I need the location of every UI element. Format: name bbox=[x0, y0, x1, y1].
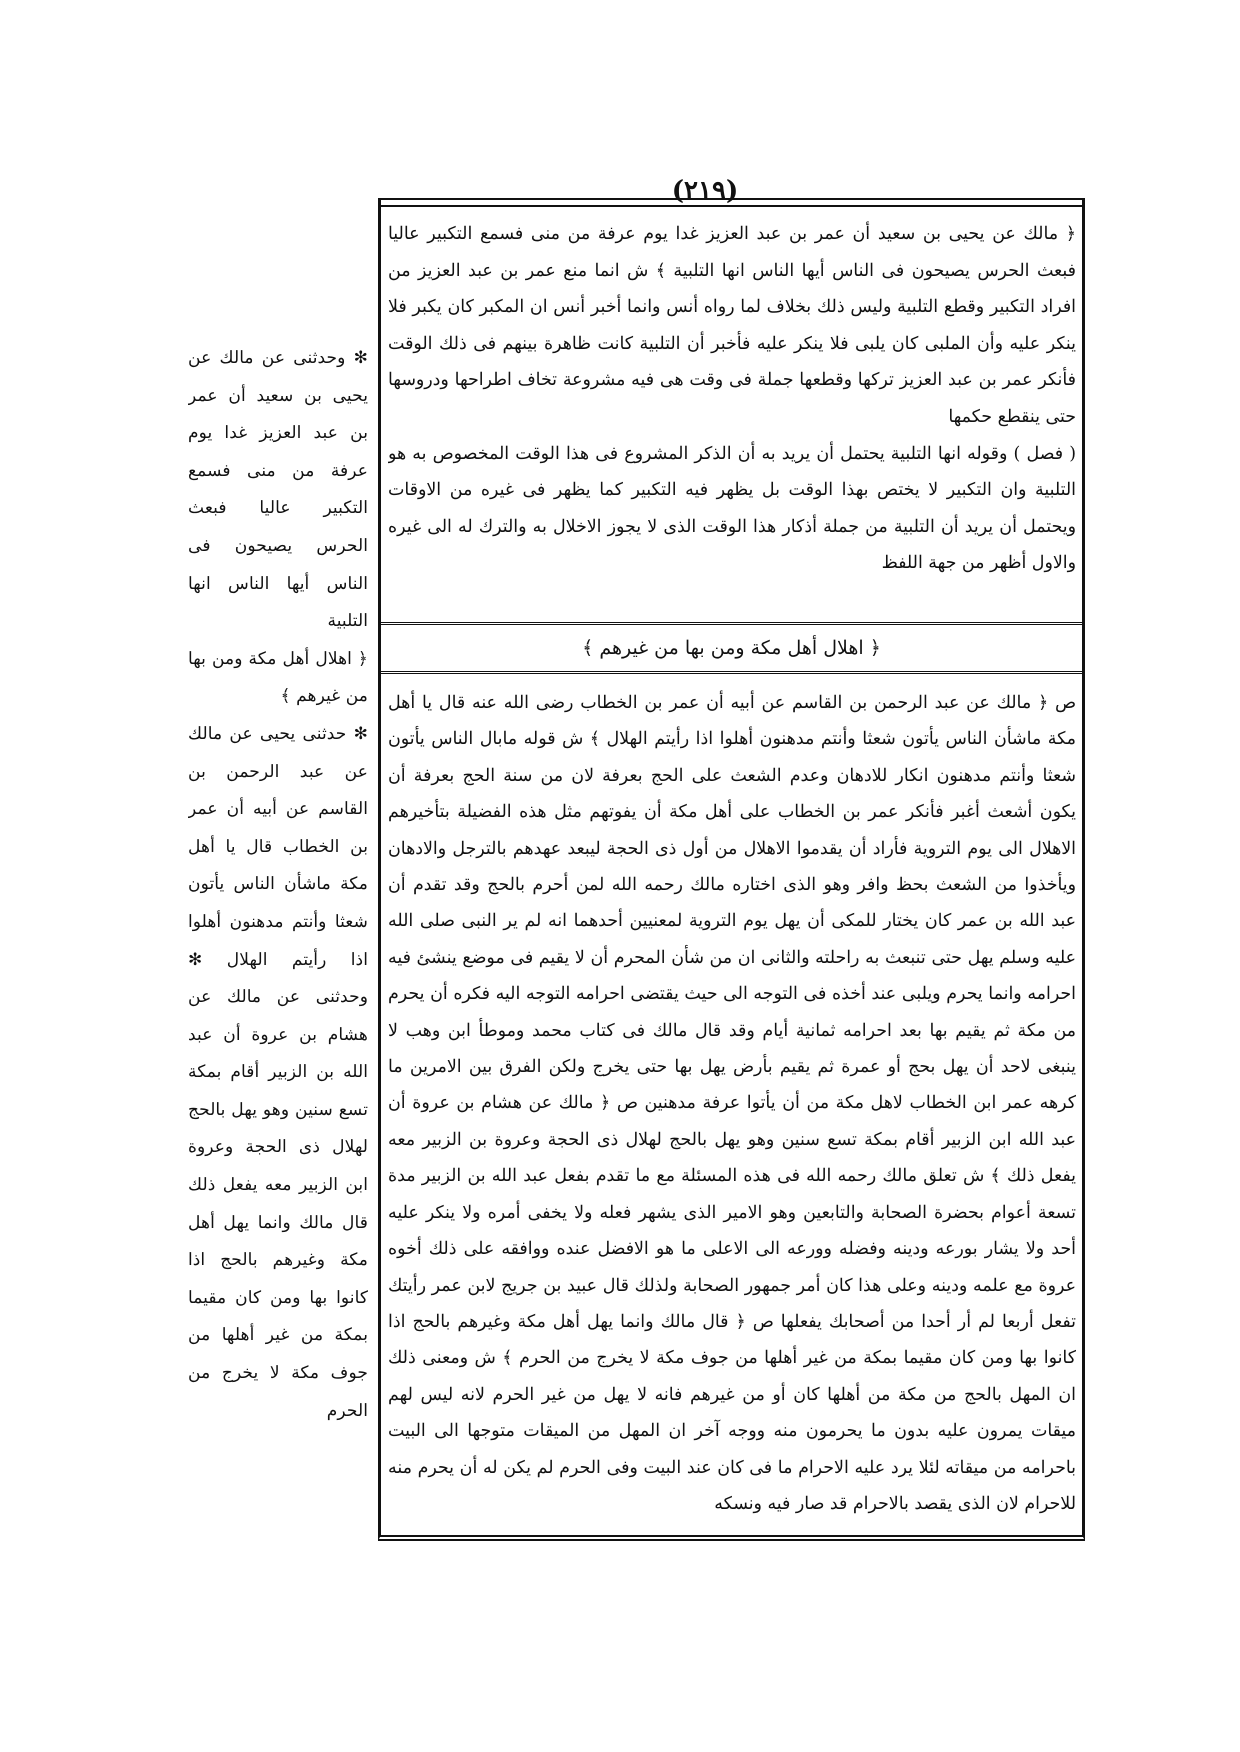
chapter-heading bbox=[378, 622, 1085, 674]
frame-top-rule bbox=[378, 205, 1085, 207]
commentary-paragraph: ( فصل ) وقوله انها التلبية يحتمل أن يريد به أن الذكر المشروع فى هذا الوقت المخصوص به هو التلبية وان التكبير لا يختص بهذا الوقت بل يظهر فيه التكبير كما يظهر فى غيره من الاوقات ويحتمل أن يريد أن التلبية من جملة أذكار هذا الوقت الذى لا يجوز الاخلال به والترك له الى غيره والاول أظهر من جهة اللفظ bbox=[388, 443, 1076, 574]
page-number: (٢١٩) bbox=[671, 176, 739, 206]
chapter-heading-text: ﴿ اهلال أهل مكة ومن بها من غيرهم ﴾ bbox=[582, 637, 881, 659]
margin-paragraph: ✻ وحدثنى عن مالك عن يحيى بن سعيد أن عمر بن عبد العزيز غدا يوم عرفة من منى فسمع التكبير عاليا فبعث الحرس يصيحون فى الناس أيها الناس انها التلبية bbox=[188, 348, 368, 632]
margin-paragraph: ✻ حدثنى يحيى عن مالك عن عبد الرحمن بن القاسم عن أبيه أن عمر بن الخطاب قال يا أهل مكة ماشأن الناس يأتون شعثا وأنتم مدهنون أهلوا اذا رأيتم الهلال ✻ وحدثنى عن مالك عن هشام بن عروة أن عبد الله بن الزبير أقام بمكة تسع سنين وهو يهل بالحج لهلال ذى الحجة وعروة ابن الزبير معه يفعل ذلك قال مالك وانما يهل أهل مكة وغيرهم بالحج اذا كانوا بها ومن كان مقيما بمكة من غير أهلها من جوف مكة لا يخرج من الحرم bbox=[188, 723, 368, 1421]
commentary-section-1 bbox=[388, 216, 1076, 616]
commentary-paragraph: ﴿ مالك عن يحيى بن سعيد أن عمر بن عبد العزيز غدا يوم عرفة من منى فسمع التكبير عاليا فبعث الحرس يصيحون فى الناس أيها الناس انها التلبية ﴾ ش انما منع عمر بن عبد العزيز من افراد التكبير وقطع التلبية وليس ذلك بخلاف لما رواه أنس وانما أخبر أنس ان المكبر كان يكبر فلا ينكر عليه وأن الملبى كان يلبى فلا ينكر عليه فأخبر أن التلبية كانت ظاهرة بينهم فى ذلك الوقت فأنكر عمر بن عبد العزيز تركها وقطعها جملة فى وقت هى فيه مشروعة تخاف اطراحها ودروسها حتى ينقطع حكمها bbox=[388, 224, 1076, 427]
margin-heading: ﴿ اهلال أهل مكة ومن بها من غيرهم ﴾ bbox=[188, 648, 368, 707]
commentary-paragraph: ص ﴿ مالك عن عبد الرحمن بن القاسم عن أبيه أن عمر بن الخطاب رضى الله عنه قال يا أهل مكة ماشأن الناس يأتون شعثا وأنتم مدهنون أهلوا اذا رأيتم الهلال ﴾ ش قوله مابال الناس يأتون شعثا وأنتم مدهنون انكار للادهان وعدم الشعث على الحج بعرفة لان من سنة الحج بعرفة أن يكون أشعث أغبر فأنكر عمر بن الخطاب على أهل مكة أن يفوتهم مثل هذه الفضيلة بتأخيرهم الاهلال الى يوم التروية فأراد أن يقدموا الاهلال من أول ذى الحجة ليبعد عهدهم بالترجل والادهان ويأخذوا من الشعث بحظ وافر وهو الذى اختاره مالك رحمه الله لمن أحرم بالحج وقد تقدم أن عبد الله بن عمر كان يختار للمكى أن يهل يوم التروية لمعنيين أحدهما انه لم ير النبى صلى الله عليه وسلم يهل حتى تنبعث به راحلته والثانى ان من شأن المحرم أن لا يقيم فى موضع ينشئ فيه احرامه وانما يحرم ويلبى عند أخذه فى التوجه الى حيث يقتضى احرامه التوجه اليه فكره أن يحرم من مكة ثم يقيم بها بعد احرامه ثمانية أيام وقد قال مالك فى كتاب محمد وموطأ ابن وهب لا ينبغى لاحد أن يهل بحج أو عمرة ثم يقيم بأرض يهل بها حتى يخرج ولكن الفرق بين الامرين ما كرهه عمر ابن الخطاب لاهل مكة من أن يأتوا عرفة مدهنين ص ﴿ مالك عن هشام بن عروة أن عبد الله ابن الزبير أقام بمكة تسع سنين وهو يهل بالحج لهلال ذى الحجة وعروة بن الزبير معه يفعل ذلك ﴾ ش تعلق مالك رحمه الله فى هذه المسئلة مع ما تقدم بفعل عبد الله بن الزبير مدة تسعة أعوام بحضرة الصحابة والتابعين وهو الامير الذى يشهر فعله ولا يخفى أمره ولا ينكر عليه أحد ولا يشار بورعه ودينه وفضله وورعه الى الاعلى ما هو الافضل عنده ووافقه على ذلك أخوه عروة مع علمه ودينه وعلى هذا كان أمر جمهور الصحابة ولذلك قال عبيد بن جريج لابن عمر رأيتك تفعل أربعا لم أر أحدا من أصحابك يفعلها ص ﴿ قال مالك وانما يهل أهل مكة وغيرهم بالحج اذا كانوا بها ومن كان مقيما بمكة من غير أهلها من جوف مكة لا يخرج من الحرم ﴾ ش ومعنى ذلك ان المهل بالحج من مكة من أهلها كان أو من غيرهم فانه لا يهل من غير الحرم لانه ليس لهم ميقات يمرون عليه بدون ما يحرمون منه ووجه آخر ان المهل من الميقات متوجها الى البيت باحرامه من ميقاته لئلا يرد عليه الاحرام ما فى كان عند البيت وفى الحرم لم يكن له أن يحرم منه للاحرام لان الذى يقصد بالاحرام قد صار فيه ونسكه bbox=[388, 693, 1076, 1514]
margin-hadith-column bbox=[188, 340, 368, 1440]
commentary-section-2 bbox=[388, 685, 1076, 1530]
